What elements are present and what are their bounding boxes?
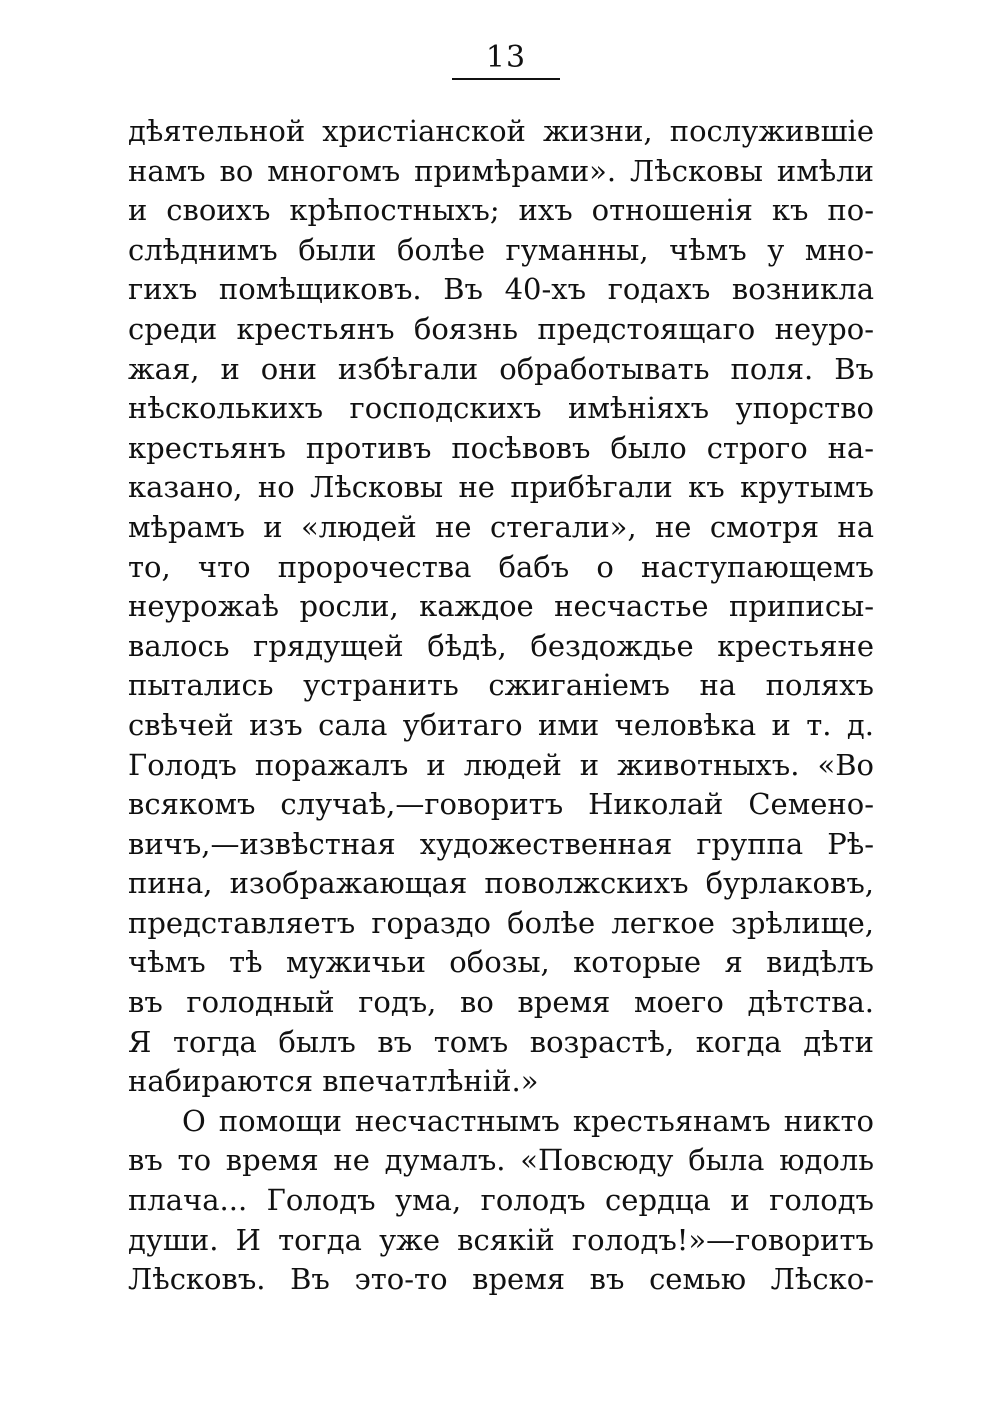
text-line: въ то время не думалъ. «Повсюду была юдоль (128, 1143, 874, 1178)
paragraph-2 (128, 1102, 874, 1300)
text-line: пина, изображающая поволжскихъ бурлаковъ, (128, 866, 874, 901)
text-line: души. И тогда уже всякій голодъ!»—говоритъ (128, 1222, 874, 1257)
text-line: и своихъ крѣпостныхъ; ихъ отношенія къ по- (128, 193, 874, 228)
body-text (128, 112, 874, 1300)
text-line: валось грядущей бѣдѣ, бездождье крестьяне (128, 628, 874, 663)
text-line: слѣднимъ были болѣе гуманны, чѣмъ у мно- (128, 232, 874, 267)
text-line: Лѣсковъ. Въ это-то время въ семью Лѣско- (128, 1262, 874, 1297)
text-line: нѣсколькихъ господскихъ имѣніяхъ упорство (128, 391, 874, 426)
text-line: вичъ,—извѣстная художественная группа Рѣ- (128, 826, 874, 861)
text-line: чѣмъ тѣ мужичьи обозы, которые я видѣлъ (128, 945, 874, 980)
text-line: въ голодный годъ, во время моего дѣтства. (128, 985, 874, 1020)
text-line: казано, но Лѣсковы не прибѣгали къ крутымъ (128, 470, 874, 505)
page-number-rule (452, 78, 560, 80)
text-line: Я тогда былъ въ томъ возрастѣ, когда дѣти (128, 1024, 874, 1059)
text-line: набираются впечатлѣній.» (128, 1064, 539, 1099)
text-line: гихъ помѣщиковъ. Въ 40-хъ годахъ возникла (128, 272, 874, 307)
text-line: неурожаѣ росли, каждое несчастье приписы- (128, 589, 874, 624)
text-line: крестьянъ противъ посѣвовъ было строго на- (128, 430, 874, 465)
page-number: 13 (485, 40, 527, 75)
text-line: мѣрамъ и «людей не стегали», не смотря на (128, 509, 874, 544)
text-line: дѣятельной христіанской жизни, послужившіе (128, 114, 874, 148)
text-line: то, что пророчества бабъ о наступающемъ (128, 549, 874, 584)
text-line: жая, и они избѣгали обработывать поля. Въ (128, 351, 874, 386)
text-line: плача... Голодъ ума, голодъ сердца и голодъ (128, 1183, 874, 1218)
text-line: среди крестьянъ боязнь предстоящаго неуро- (128, 311, 874, 346)
text-line: всякомъ случаѣ,—говоритъ Николай Семено- (128, 787, 874, 822)
text-line: свѣчей изъ сала убитаго ими человѣка и т. д. (128, 707, 874, 742)
text-line: Голодъ поражалъ и людей и животныхъ. «Во (128, 747, 874, 782)
text-line: представляетъ гораздо болѣе легкое зрѣлище, (128, 905, 874, 940)
paragraph-1 (128, 112, 874, 1102)
text-line: О помощи несчастнымъ крестьянамъ никто (182, 1103, 874, 1138)
text-line: пытались устранить сжиганіемъ на поляхъ (128, 668, 874, 703)
text-line: намъ во многомъ примѣрами». Лѣсковы имѣли (128, 153, 874, 188)
